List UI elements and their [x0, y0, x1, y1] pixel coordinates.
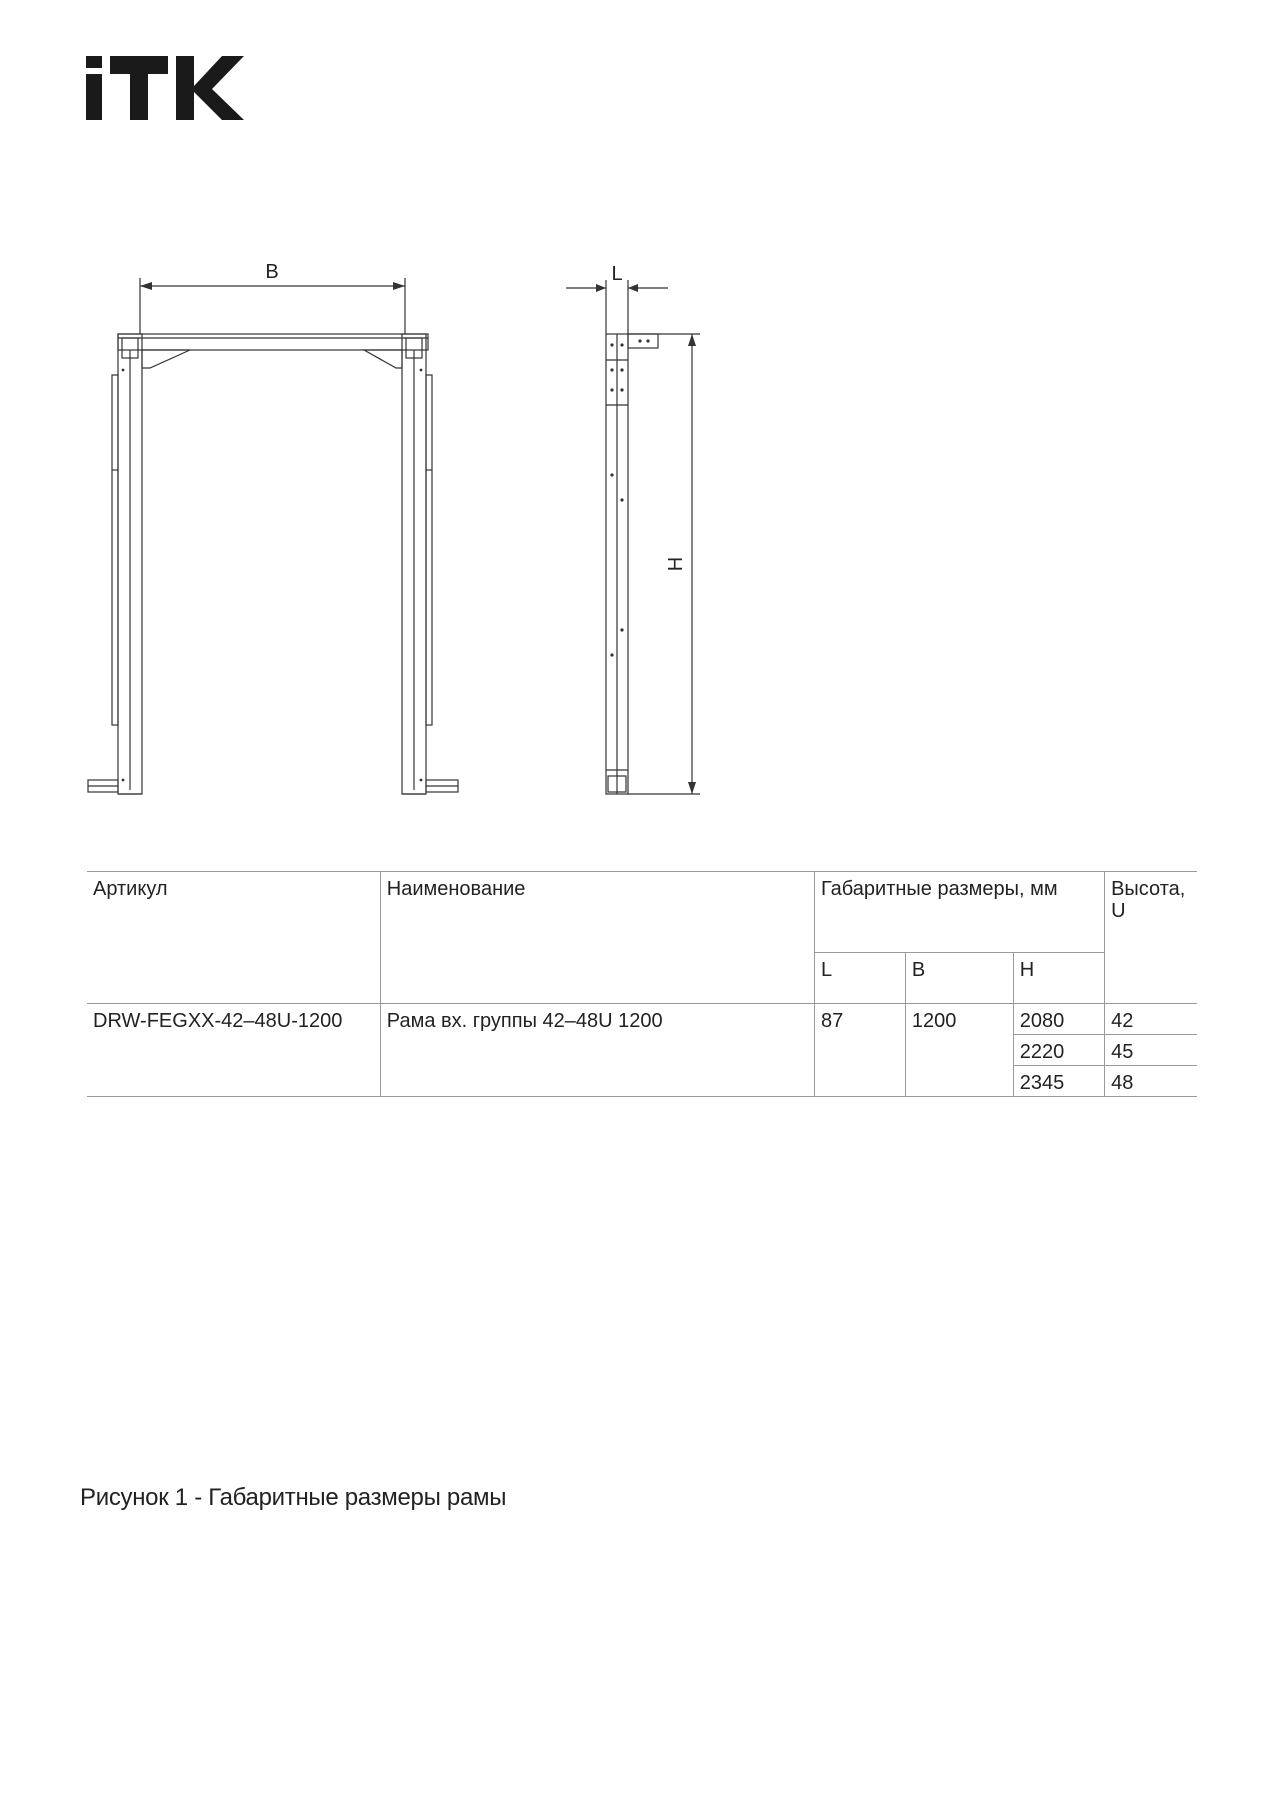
cell-l: 87: [814, 1004, 905, 1097]
itk-logo: [86, 56, 246, 120]
table-row: [87, 1004, 1197, 1035]
spec-table: [87, 871, 1197, 1097]
header-article: Артикул: [87, 872, 380, 1004]
figure-caption: Рисунок 1 - Габаритные размеры рамы: [80, 1484, 507, 1511]
header-height-u: Высота, U: [1105, 872, 1197, 1004]
dim-l-label: L: [611, 263, 623, 285]
cell-article: DRW-FEGXX-42–48U-1200: [87, 1004, 380, 1097]
cell-b: 1200: [905, 1004, 1013, 1097]
cell-h: 2220: [1013, 1035, 1104, 1066]
header-b: B: [905, 953, 1013, 1004]
frame-drawing: [0, 250, 760, 810]
header-h: H: [1013, 953, 1104, 1004]
table-header-row: [87, 872, 1197, 953]
dim-b-label: B: [265, 261, 279, 283]
cell-h: 2345: [1013, 1066, 1104, 1097]
cell-h: 2080: [1013, 1004, 1104, 1035]
cell-u: 48: [1105, 1066, 1197, 1097]
header-name: Наименование: [380, 872, 814, 1004]
header-l: L: [814, 953, 905, 1004]
dim-h-label: H: [665, 556, 687, 572]
cell-name: Рама вх. группы 42–48U 1200: [380, 1004, 814, 1097]
header-dimensions: Габаритные размеры, мм: [814, 872, 1104, 953]
cell-u: 45: [1105, 1035, 1197, 1066]
cell-u: 42: [1105, 1004, 1197, 1035]
